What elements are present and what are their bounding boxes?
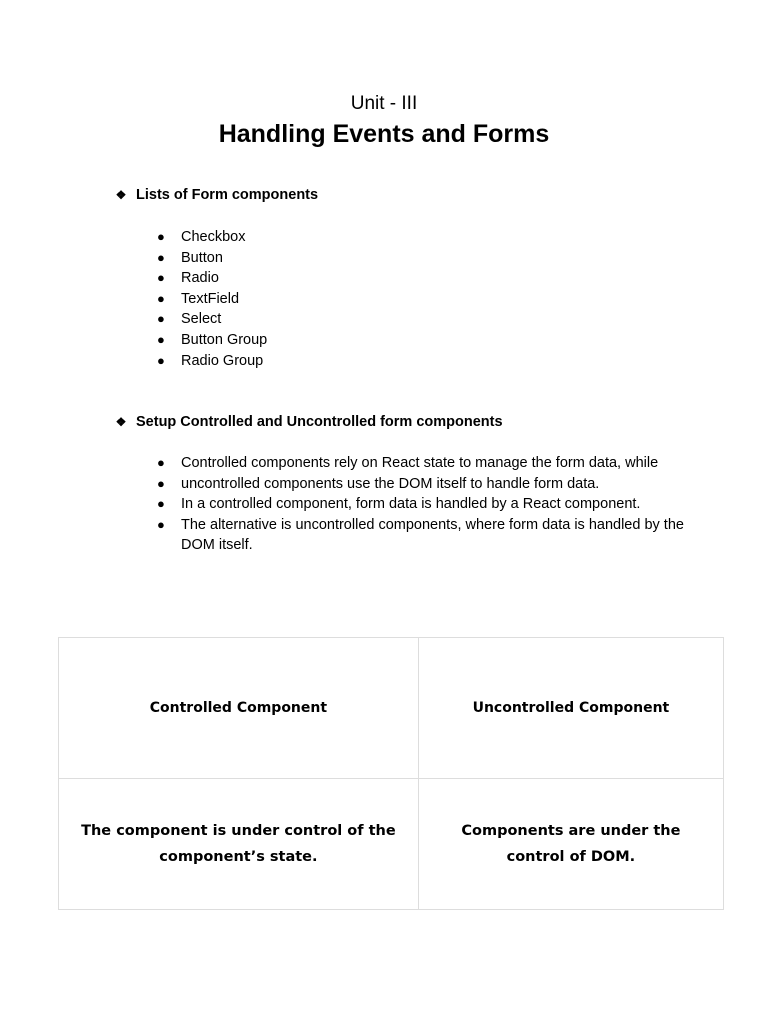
unit-label: Unit - III — [350, 93, 418, 114]
list-item — [157, 309, 267, 330]
list-item-text: Checkbox — [181, 229, 246, 245]
bullet-icon: ● — [157, 311, 165, 327]
bullet-icon: ● — [157, 331, 165, 347]
list-item-text: Button Group — [181, 331, 268, 348]
diamond-bullet-icon: ❖ — [115, 188, 127, 202]
form-components-list — [157, 227, 267, 371]
list-item — [157, 494, 697, 515]
list-item — [157, 289, 267, 310]
table-header-controlled: Controlled Component — [59, 638, 419, 779]
bullet-icon: ● — [157, 229, 165, 244]
table-cell-uncontrolled: Components are under the control of DOM. — [418, 779, 723, 910]
bullet-icon: ● — [157, 270, 165, 286]
section-heading-controlled-uncontrolled — [114, 413, 503, 431]
list-item-text: In a controlled component, form data is handled by a React component. — [181, 496, 641, 513]
list-item-text: Button — [181, 249, 223, 266]
section-heading-text: Lists of Form components — [136, 187, 319, 203]
list-item — [157, 268, 267, 289]
list-item-text: TextField — [181, 290, 240, 307]
list-item — [157, 227, 267, 248]
list-item-text: uncontrolled components use the DOM itself to handle form data. — [181, 475, 600, 492]
list-item — [157, 453, 697, 474]
list-item — [157, 515, 697, 556]
table-header-row — [59, 638, 724, 779]
section-heading-form-components — [114, 186, 318, 204]
list-item-text: Controlled components rely on React state to manage the form data, while — [181, 455, 659, 471]
table-header-uncontrolled: Uncontrolled Component — [418, 638, 723, 779]
bullet-icon: ● — [157, 249, 165, 265]
bullet-icon: ● — [157, 516, 165, 532]
diamond-bullet-icon: ❖ — [115, 415, 127, 429]
list-item-text: Radio — [181, 270, 219, 287]
table-row — [59, 779, 724, 910]
bullet-icon: ● — [157, 475, 165, 491]
list-item — [157, 351, 267, 372]
list-item-text: Select — [181, 311, 222, 328]
list-item-text: The alternative is uncontrolled components, where form data is handled by the DOM itself. — [181, 516, 684, 554]
page-title: Handling Events and Forms — [218, 120, 550, 148]
table-cell-controlled: The component is under control of the component’s state. — [59, 779, 419, 910]
controlled-uncontrolled-list — [157, 453, 697, 556]
list-item — [157, 248, 267, 269]
bullet-icon: ● — [157, 496, 165, 512]
section-heading-text: Setup Controlled and Uncontrolled form components — [136, 414, 503, 430]
list-item-text: Radio Group — [181, 352, 264, 369]
bullet-icon: ● — [157, 352, 165, 368]
comparison-table — [58, 637, 724, 910]
bullet-icon: ● — [157, 290, 165, 306]
bullet-icon: ● — [157, 455, 165, 470]
list-item — [157, 330, 267, 351]
list-item — [157, 474, 697, 495]
